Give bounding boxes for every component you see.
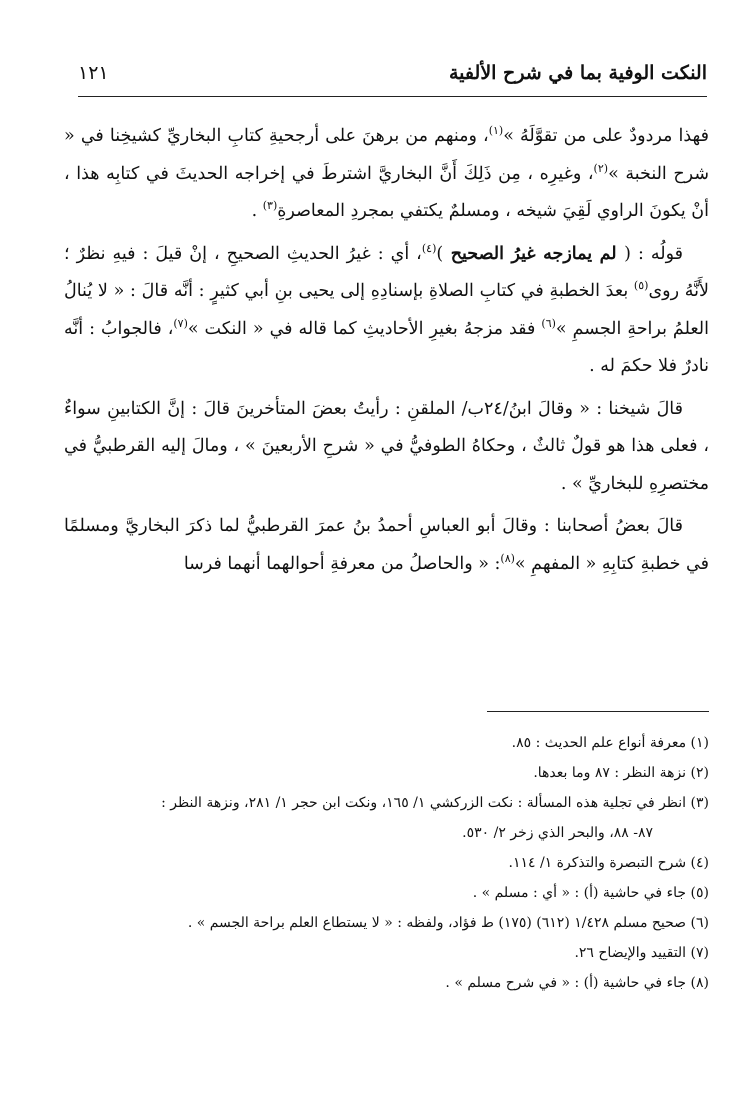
p1-text-1: فهذا مردودٌ على من تقوَّلَهُ »: [503, 126, 709, 146]
footnote-continuation: ٨٧- ٨٨، والبحر الذي زخر ٢/ ٥٣٠.: [462, 825, 653, 841]
paragraph-3: [64, 391, 709, 504]
footnote-6: [40, 908, 709, 938]
footnote-4: [40, 848, 709, 878]
footnote-3: [40, 788, 709, 848]
running-title: النكت الوفية بما في شرح الألفية: [449, 62, 707, 84]
footnote-ref-1[interactable]: (١): [488, 124, 504, 138]
page-header: [78, 60, 707, 97]
footnote-ref-5[interactable]: (٥): [633, 279, 649, 293]
footnote-text: معرفة أنواع علم الحديث : ٨٥.: [511, 735, 687, 751]
footnote-1: [40, 728, 709, 758]
paragraph-2: [64, 236, 709, 386]
footnote-text: التقييد والإيضاح ٢٦.: [574, 945, 687, 961]
footnote-text: نزهة النظر : ٨٧ وما بعدها.: [533, 765, 687, 781]
footnote-ref-7[interactable]: (٧): [173, 316, 188, 330]
footnote-5: [40, 878, 709, 908]
footnote-number: (٤): [690, 855, 709, 871]
footnote-text: جاء في حاشية (أ) : « أي : مسلم » .: [472, 885, 687, 901]
p2-text-5: فقد مزجهُ بغيرِ الأحاديثِ كما قاله في « النكت »: [187, 318, 542, 339]
footnote-2: [40, 758, 709, 788]
footnote-7: [40, 938, 709, 968]
footnote-ref-6[interactable]: (٦): [541, 316, 556, 330]
footnote-8: [40, 968, 709, 998]
footnote-text: شرح التبصرة والتذكرة ١/ ١١٤.: [508, 855, 687, 871]
p2-quoted-phrase: لم يمازجه غيرُ الصحيح: [443, 243, 625, 264]
paragraph-1: [64, 118, 709, 231]
p2-text-1: قولُه : (: [624, 243, 683, 264]
footnote-number: (٢): [690, 765, 709, 781]
footnote-number: (٦): [690, 915, 709, 931]
footnotes: [40, 728, 709, 998]
footnote-number: (٨): [690, 975, 709, 991]
page-number: ١٢١: [78, 62, 109, 84]
footnote-number: (١): [690, 735, 709, 751]
footnote-ref-3[interactable]: (٣): [262, 199, 278, 213]
p1-text-4: .: [251, 201, 263, 221]
p4-text-2: : « والحاصلُ من معرفةِ أحوالهما أنهما فرسا: [183, 553, 501, 574]
footnote-ref-4[interactable]: (٤): [421, 241, 437, 255]
footnote-number: (٥): [690, 885, 709, 901]
p3-text-1: قالَ شيخنا : « وقالَ ابنُ/٢٤ب/ الملقنِ : رأيتُ بعضَ المتأخرينَ قالَ : إنَّ الكتابينِ سواءٌ ، فعلى هذا هو قولٌ ثالثٌ ، وحكاهُ الطوفيُّ في « شرحِ الأربعينَ » ، ومالَ إليه القرطبيُّ في مختصرِهِ للبخاريِّ » .: [64, 398, 709, 494]
p1-text-3: ، وغيرِه ، مِن ذَلِكَ أَنَّ البخاريَّ اشترطَ في إخراجه الحديثَ في كتابِه هذا ، أنْ يكونَ الراوي لَقِيَ شيخه ، ومسلمٌ يكتفي بمجردِ المعاصرةِ: [64, 163, 709, 221]
footnote-ref-2[interactable]: (٢): [593, 161, 609, 175]
p2-text-4: بعدَ الخطبةِ في كتابِ الصلاةِ بإسنادِهِ إلى يحيى بنِ أبي كثيرٍ : أنَّه قالَ : « لا يُنالُ العلمُ براحةِ الجسمِ »: [64, 281, 710, 339]
footnote-ref-8[interactable]: (٨): [500, 551, 515, 565]
p2-text-3: ، أي : غيرُ الحديثِ الصحيحِ ، إنْ قيلَ : فيهِ نظرٌ ؛ لأَنَّهُ روى: [64, 243, 709, 301]
main-text: [64, 118, 709, 588]
footnote-text: انظر في تجلية هذه المسألة : نكت الزركشي ١/ ١٦٥، ونكت ابن حجر ١/ ٢٨١، ونزهة النظر :: [161, 795, 687, 811]
p2-text-6: ، فالجوابُ : أنَّه نادرٌ فلا حكمَ له .: [64, 318, 709, 376]
footnote-number: (٧): [690, 945, 709, 961]
footnote-text: صحيح مسلم ١/٤٢٨ (٦١٢) (١٧٥) ط فؤاد، ولفظه : « لا يستطاع العلم براحة الجسم » .: [187, 915, 687, 931]
footnote-number: (٣): [690, 795, 709, 811]
footnote-divider: [487, 711, 709, 712]
p1-text-2: ، ومنهم من برهنَ على أرجحيةِ كتابِ البخاريِّ كشيخِنا في « شرح النخبة »: [64, 126, 709, 184]
p4-text-1: قالَ بعضُ أصحابنا : وقالَ أبو العباسِ أحمدُ بنُ عمرَ القرطبيُّ لما ذكرَ البخاريَّ ومسلمًا في خطبةِ كتابِهِ « المفهمِ »: [64, 516, 709, 574]
p2-text-2: ): [436, 243, 444, 264]
footnote-text: جاء في حاشية (أ) : « في شرح مسلم » .: [445, 975, 687, 991]
paragraph-4: [64, 508, 709, 583]
